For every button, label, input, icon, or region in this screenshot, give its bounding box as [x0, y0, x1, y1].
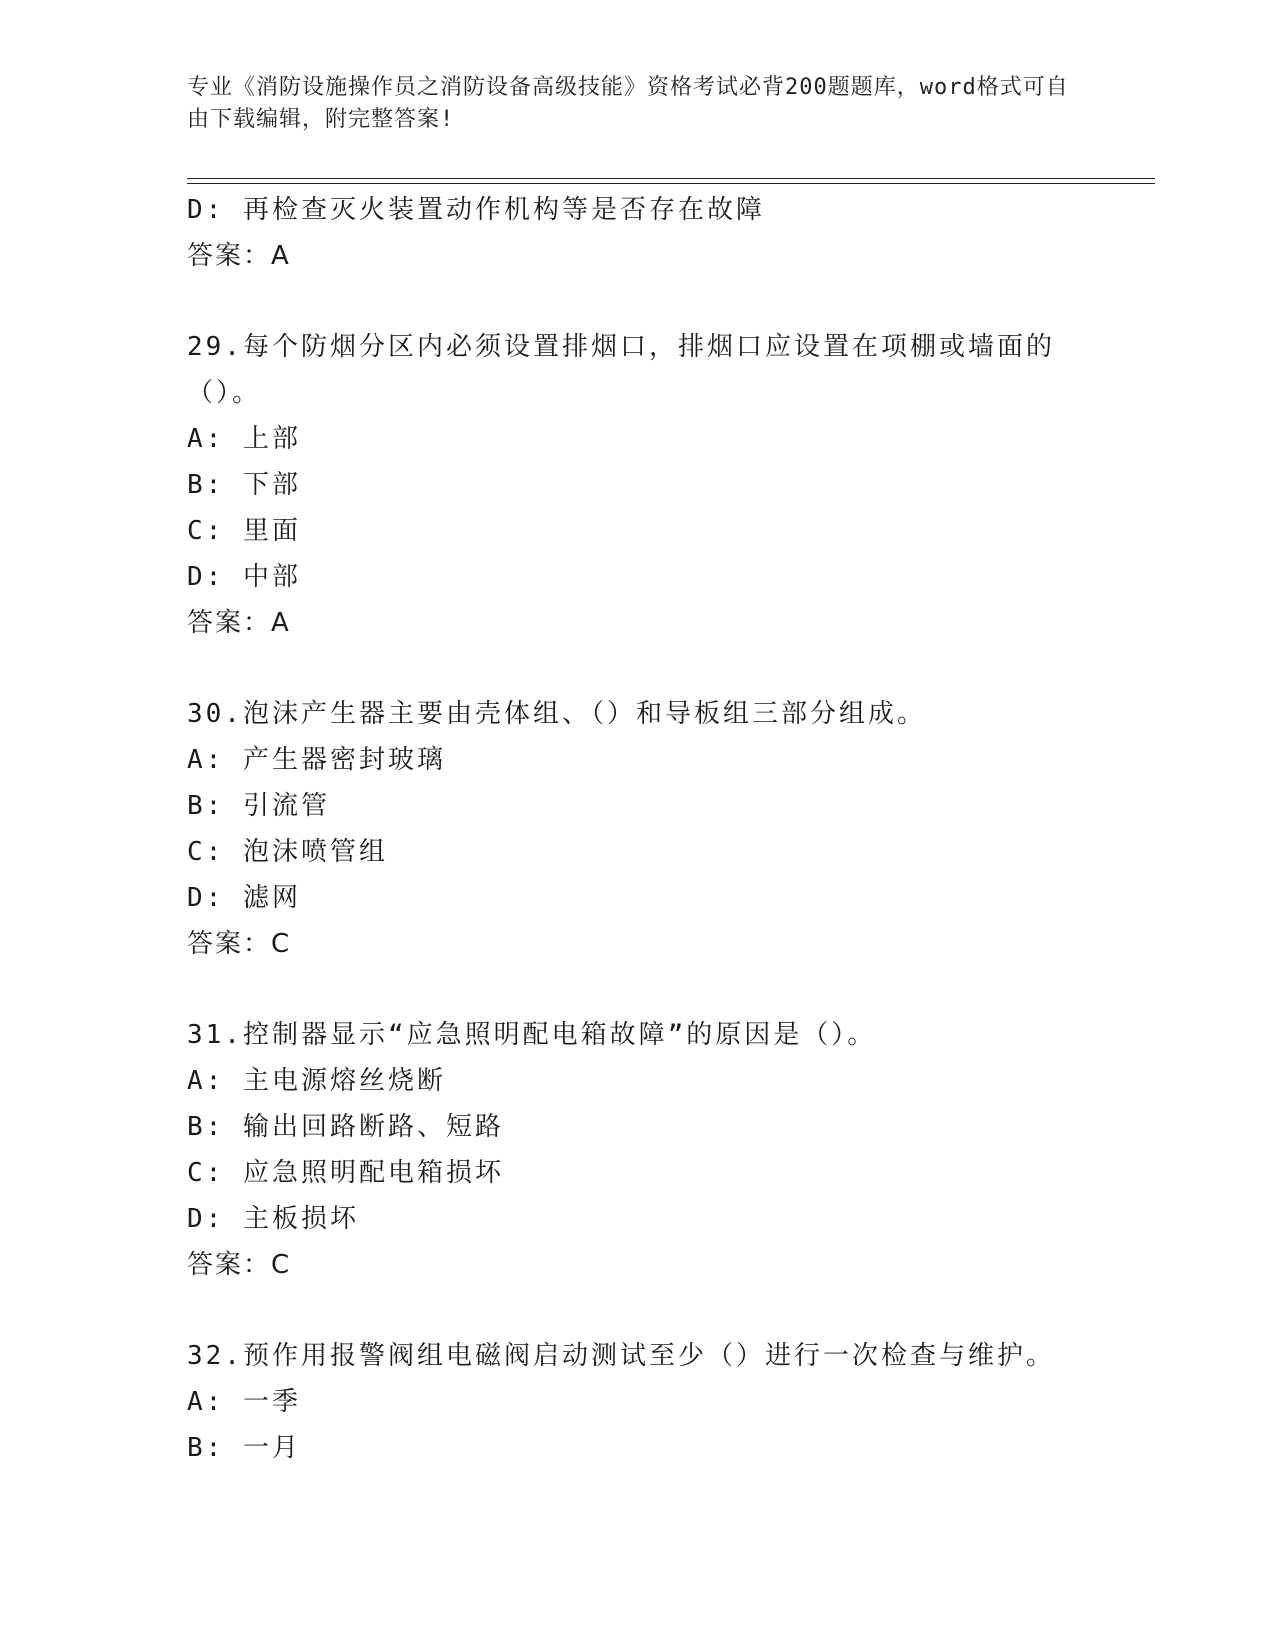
document-header: 专业《消防设施操作员之消防设备高级技能》资格考试必背200题题库，word格式可自由下载编辑，附完整答案! — [187, 75, 1069, 132]
option-b: B: 引流管 — [187, 791, 330, 821]
header-divider-top — [187, 178, 1155, 179]
question-block-30 — [187, 691, 1087, 967]
option-d: D: 主板损坏 — [187, 1204, 359, 1234]
question-list — [187, 187, 1087, 1471]
option-a: A: 上部 — [187, 424, 301, 454]
answer-line: 答案：C — [187, 929, 292, 959]
question-text: 31.控制器显示“应急照明配电箱故障”的原因是（）。 — [187, 1020, 877, 1050]
option-b: B: 下部 — [187, 470, 301, 500]
option-a: A: 产生器密封玻璃 — [187, 745, 446, 775]
question-text: 29.每个防烟分区内必须设置排烟口，排烟口应设置在项棚或墙面的（）。 — [187, 332, 1055, 408]
answer-line: 答案：C — [187, 1250, 292, 1280]
question-block-32 — [187, 1333, 1087, 1471]
option-b: B: 一月 — [187, 1433, 301, 1463]
question-block-31 — [187, 1012, 1087, 1288]
option-d: D: 滤网 — [187, 883, 301, 913]
answer-line: 答案：A — [187, 608, 291, 638]
option-b: B: 输出回路断路、短路 — [187, 1112, 504, 1142]
option-c: C: 里面 — [187, 516, 301, 546]
option-a: A: 一季 — [187, 1387, 301, 1417]
question-text: 32.预作用报警阀组电磁阀启动测试至少（）进行一次检查与维护。 — [187, 1341, 1055, 1371]
option-c: C: 应急照明配电箱损坏 — [187, 1158, 504, 1188]
answer-line: 答案：A — [187, 241, 291, 271]
question-text: 30.泡沫产生器主要由壳体组、（）和导板组三部分组成。 — [187, 699, 926, 729]
option-c: C: 泡沫喷管组 — [187, 837, 388, 867]
option-d: D: 再检查灭火装置动作机构等是否存在故障 — [187, 195, 765, 225]
option-a: A: 主电源熔丝烧断 — [187, 1066, 446, 1096]
header-divider-bottom — [187, 183, 1155, 184]
option-d: D: 中部 — [187, 562, 301, 592]
question-block-29 — [187, 324, 1087, 646]
